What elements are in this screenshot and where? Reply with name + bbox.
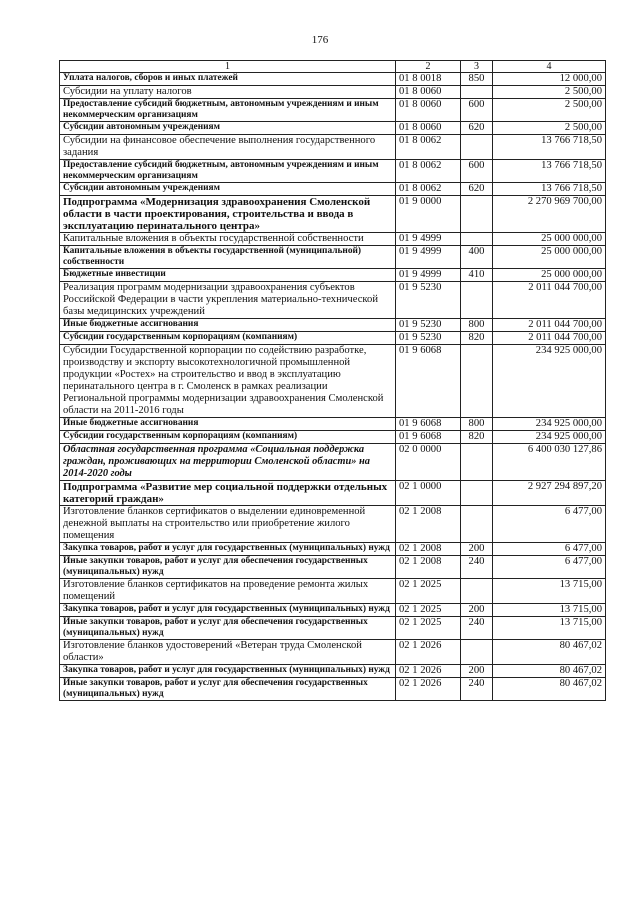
row-name-cell: Подпрограмма «Развитие мер социальной поддержки отдельных категорий граждан» <box>60 481 396 506</box>
table-row <box>60 86 606 99</box>
row-expense-type-cell: 620 <box>461 122 493 135</box>
row-amount-cell: 234 925 000,00 <box>493 431 606 444</box>
table-row <box>60 345 606 418</box>
row-code-cell: 02 1 2026 <box>396 665 461 678</box>
row-amount-cell: 25 000 000,00 <box>493 233 606 246</box>
row-amount-cell: 2 500,00 <box>493 122 606 135</box>
row-expense-type-cell <box>461 233 493 246</box>
row-amount-cell: 13 766 718,50 <box>493 135 606 160</box>
row-amount-cell: 6 477,00 <box>493 543 606 556</box>
row-expense-type-cell: 200 <box>461 543 493 556</box>
row-name-cell: Иные закупки товаров, работ и услуг для обеспечения государственных (муниципальных) нужд <box>60 556 396 579</box>
row-expense-type-cell: 400 <box>461 246 493 269</box>
row-name-cell: Уплата налогов, сборов и иных платежей <box>60 73 396 86</box>
table-row <box>60 122 606 135</box>
row-name-cell: Закупка товаров, работ и услуг для государственных (муниципальных) нужд <box>60 543 396 556</box>
row-name-cell: Иные закупки товаров, работ и услуг для обеспечения государственных (муниципальных) нужд <box>60 617 396 640</box>
row-code-cell: 01 8 0018 <box>396 73 461 86</box>
row-name-cell: Капитальные вложения в объекты государственной собственности <box>60 233 396 246</box>
table-row <box>60 678 606 701</box>
row-code-cell: 02 1 2008 <box>396 506 461 543</box>
row-amount-cell: 13 766 718,50 <box>493 183 606 196</box>
row-expense-type-cell <box>461 444 493 481</box>
header-col-2: 2 <box>396 61 461 73</box>
header-col-1: 1 <box>60 61 396 73</box>
row-code-cell: 02 1 2008 <box>396 556 461 579</box>
row-name-cell: Субсидии государственным корпорациям (компаниям) <box>60 431 396 444</box>
row-name-cell: Областная государственная программа «Социальная поддержка граждан, проживающих на территории Смоленской области» на 2014-2020 годы <box>60 444 396 481</box>
row-amount-cell: 2 500,00 <box>493 99 606 122</box>
row-amount-cell: 2 500,00 <box>493 86 606 99</box>
table-row <box>60 604 606 617</box>
table-row <box>60 73 606 86</box>
row-expense-type-cell: 600 <box>461 99 493 122</box>
table-row <box>60 332 606 345</box>
row-amount-cell: 2 927 294 897,20 <box>493 481 606 506</box>
row-code-cell: 01 9 4999 <box>396 269 461 282</box>
row-amount-cell: 234 925 000,00 <box>493 345 606 418</box>
row-amount-cell: 2 011 044 700,00 <box>493 319 606 332</box>
table-row <box>60 665 606 678</box>
row-amount-cell: 6 477,00 <box>493 556 606 579</box>
row-code-cell: 02 1 2025 <box>396 604 461 617</box>
row-code-cell: 02 1 2025 <box>396 617 461 640</box>
row-expense-type-cell: 240 <box>461 617 493 640</box>
row-code-cell: 01 8 0060 <box>396 122 461 135</box>
table-row <box>60 160 606 183</box>
table-row <box>60 99 606 122</box>
row-name-cell: Субсидии автономным учреждениям <box>60 122 396 135</box>
row-code-cell: 01 8 0060 <box>396 86 461 99</box>
row-expense-type-cell <box>461 196 493 233</box>
row-amount-cell: 6 400 030 127,86 <box>493 444 606 481</box>
row-amount-cell: 13 715,00 <box>493 617 606 640</box>
row-name-cell: Реализация программ модернизации здравоохранения субъектов Российской Федерации в части укрепления материально-технической базы медицинских учреждений <box>60 282 396 319</box>
row-amount-cell: 25 000 000,00 <box>493 246 606 269</box>
row-name-cell: Субсидии на уплату налогов <box>60 86 396 99</box>
row-amount-cell: 2 011 044 700,00 <box>493 282 606 319</box>
row-amount-cell: 80 467,02 <box>493 678 606 701</box>
row-expense-type-cell: 820 <box>461 332 493 345</box>
row-name-cell: Субсидии на финансовое обеспечение выполнения государственного задания <box>60 135 396 160</box>
row-amount-cell: 13 715,00 <box>493 579 606 604</box>
row-expense-type-cell <box>461 282 493 319</box>
row-amount-cell: 2 011 044 700,00 <box>493 332 606 345</box>
row-expense-type-cell <box>461 345 493 418</box>
row-code-cell: 02 1 2025 <box>396 579 461 604</box>
table-row <box>60 183 606 196</box>
row-code-cell: 01 9 5230 <box>396 319 461 332</box>
header-col-3: 3 <box>461 61 493 73</box>
table-row <box>60 319 606 332</box>
budget-table-body <box>60 61 606 701</box>
row-name-cell: Субсидии Государственной корпорации по содействию разработке, производству и экспорту высокотехнологичной промышленной продукции «Ростех» на строительство и ввод в эксплуатацию перинатального центра в г. Смоленск в рамках реализации Региональной программы модернизации здравоохранения Смоленской области на 2011-2016 годы <box>60 345 396 418</box>
row-name-cell: Субсидии государственным корпорациям (компаниям) <box>60 332 396 345</box>
row-expense-type-cell: 820 <box>461 431 493 444</box>
table-row <box>60 543 606 556</box>
row-expense-type-cell: 800 <box>461 319 493 332</box>
row-amount-cell: 12 000,00 <box>493 73 606 86</box>
table-row <box>60 506 606 543</box>
row-expense-type-cell: 600 <box>461 160 493 183</box>
row-amount-cell: 234 925 000,00 <box>493 418 606 431</box>
row-code-cell: 01 9 6068 <box>396 431 461 444</box>
budget-table <box>59 60 606 701</box>
row-name-cell: Субсидии автономным учреждениям <box>60 183 396 196</box>
row-name-cell: Предоставление субсидий бюджетным, автономным учреждениям и иным некоммерческим организациям <box>60 99 396 122</box>
row-expense-type-cell: 200 <box>461 665 493 678</box>
row-name-cell: Иные бюджетные ассигнования <box>60 418 396 431</box>
table-row <box>60 444 606 481</box>
row-expense-type-cell: 850 <box>461 73 493 86</box>
row-expense-type-cell: 410 <box>461 269 493 282</box>
row-code-cell: 01 9 4999 <box>396 246 461 269</box>
row-name-cell: Закупка товаров, работ и услуг для государственных (муниципальных) нужд <box>60 604 396 617</box>
table-row <box>60 431 606 444</box>
row-name-cell: Капитальные вложения в объекты государственной (муниципальной) собственности <box>60 246 396 269</box>
table-row <box>60 233 606 246</box>
row-expense-type-cell: 200 <box>461 604 493 617</box>
row-amount-cell: 13 766 718,50 <box>493 160 606 183</box>
row-name-cell: Изготовление бланков сертификатов на проведение ремонта жилых помещений <box>60 579 396 604</box>
table-header-row <box>60 61 606 73</box>
row-name-cell: Бюджетные инвестиции <box>60 269 396 282</box>
row-name-cell: Изготовление бланков удостоверений «Ветеран труда Смоленской области» <box>60 640 396 665</box>
row-amount-cell: 80 467,02 <box>493 665 606 678</box>
row-code-cell: 01 9 0000 <box>396 196 461 233</box>
row-code-cell: 01 9 4999 <box>396 233 461 246</box>
row-expense-type-cell <box>461 481 493 506</box>
table-row <box>60 617 606 640</box>
header-col-4: 4 <box>493 61 606 73</box>
row-code-cell: 01 9 6068 <box>396 345 461 418</box>
row-name-cell: Изготовление бланков сертификатов о выделении единовременной денежной выплаты на строительство или приобретение жилого помещения <box>60 506 396 543</box>
row-expense-type-cell <box>461 579 493 604</box>
table-row <box>60 481 606 506</box>
table-row <box>60 196 606 233</box>
row-name-cell: Иные бюджетные ассигнования <box>60 319 396 332</box>
table-row <box>60 418 606 431</box>
row-amount-cell: 6 477,00 <box>493 506 606 543</box>
row-expense-type-cell <box>461 506 493 543</box>
table-row <box>60 135 606 160</box>
row-amount-cell: 2 270 969 700,00 <box>493 196 606 233</box>
row-code-cell: 01 9 5230 <box>396 332 461 345</box>
table-row <box>60 282 606 319</box>
row-code-cell: 01 8 0062 <box>396 160 461 183</box>
row-code-cell: 01 8 0060 <box>396 99 461 122</box>
row-amount-cell: 80 467,02 <box>493 640 606 665</box>
row-expense-type-cell: 240 <box>461 556 493 579</box>
row-code-cell: 02 1 2008 <box>396 543 461 556</box>
row-expense-type-cell: 240 <box>461 678 493 701</box>
row-code-cell: 02 0 0000 <box>396 444 461 481</box>
row-code-cell: 01 8 0062 <box>396 183 461 196</box>
row-code-cell: 02 1 2026 <box>396 678 461 701</box>
row-expense-type-cell <box>461 86 493 99</box>
row-name-cell: Иные закупки товаров, работ и услуг для обеспечения государственных (муниципальных) нужд <box>60 678 396 701</box>
row-code-cell: 02 1 2026 <box>396 640 461 665</box>
row-expense-type-cell <box>461 640 493 665</box>
row-code-cell: 01 9 5230 <box>396 282 461 319</box>
row-name-cell: Подпрограмма «Модернизация здравоохранения Смоленской области в части проектирования, строительства и ввода в эксплуатацию перинатального центра» <box>60 196 396 233</box>
table-row <box>60 579 606 604</box>
row-code-cell: 02 1 0000 <box>396 481 461 506</box>
row-name-cell: Предоставление субсидий бюджетным, автономным учреждениям и иным некоммерческим организациям <box>60 160 396 183</box>
row-expense-type-cell <box>461 135 493 160</box>
table-row <box>60 556 606 579</box>
row-code-cell: 01 9 6068 <box>396 418 461 431</box>
row-name-cell: Закупка товаров, работ и услуг для государственных (муниципальных) нужд <box>60 665 396 678</box>
table-row <box>60 269 606 282</box>
row-code-cell: 01 8 0062 <box>396 135 461 160</box>
row-expense-type-cell: 620 <box>461 183 493 196</box>
row-expense-type-cell: 800 <box>461 418 493 431</box>
row-amount-cell: 25 000 000,00 <box>493 269 606 282</box>
table-row <box>60 640 606 665</box>
page-number: 176 <box>311 34 329 46</box>
row-amount-cell: 13 715,00 <box>493 604 606 617</box>
table-row <box>60 246 606 269</box>
